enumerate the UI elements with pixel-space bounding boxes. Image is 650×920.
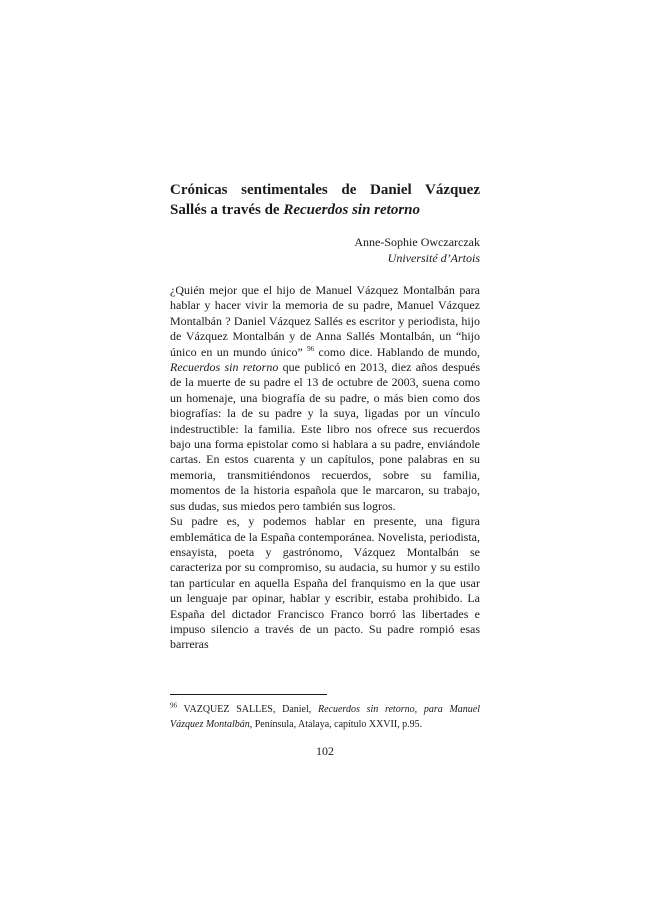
footnote-reference[interactable]: 96	[307, 344, 315, 353]
paragraph-1-book-title: Recuerdos sin retorno	[170, 360, 279, 375]
article-page	[170, 180, 480, 653]
footnote-part-2: , Península, Atalaya, capítulo XXVII, p.95.	[249, 719, 423, 730]
author-block	[170, 234, 480, 266]
paragraph-2: Su padre es, y podemos hablar en presente, una figura emblemática de la España contemporánea. Novelista, periodista, ensayista, poeta y gastrónomo, Vázquez Montalbán se caracteriza por su compromiso, su audacia, su humor y su estilo tan particular en aquella España del franquismo en la que usar un lenguaje par opinar, hablar y escribir, estaba prohibido. La España del dictador Francisco Franco borró las libertades e impuso silencio a través de un pacto. Su padre rompió esas barreras	[170, 514, 480, 652]
title-line-1: Crónicas sentimentales de Daniel Vázquez	[170, 182, 480, 198]
paragraph-1-part-3: que publicó en 2013, diez años después de la muerte de su padre el 13 de octubre de 2003, suena como un homenaje, una biografía de su padre, o más bien como dos biografías: la de su padre y la suya, ligadas por un vínculo indestructible: la familia. Este libro nos ofrece sus recuerdos bajo una forma epistolar como si hablara a su padre, enviándole cartas. En estos cuarenta y un capítulos, pone palabras en su memoria, transmitiéndonos recuerdos, sobre su familia, momentos de la historia española que le marcaron, su trabajo, sus dudas, sus miedos pero también sus logros.	[170, 360, 480, 513]
title-line-2-prefix: Sallés a través de	[170, 202, 284, 218]
body-text	[170, 283, 480, 653]
paragraph-1-part-2: como dice. Hablando de mundo,	[314, 344, 480, 359]
title-book-name: Recuerdos sin retorno	[283, 202, 421, 218]
paragraph-1	[170, 283, 480, 514]
footnote-divider	[170, 694, 327, 695]
author-name: Anne-Sophie Owczarczak	[354, 235, 480, 249]
author-affiliation: Université d’Artois	[387, 251, 480, 265]
footnote-number: 96	[170, 701, 177, 710]
article-title	[170, 180, 480, 220]
footnote	[170, 702, 480, 732]
footnote-part-1: VAZQUEZ SALLES, Daniel,	[177, 704, 318, 715]
paragraph-1-part-1: ¿Quién mejor que el hijo de Manuel Vázquez Montalbán para hablar y hacer vivir la memoria de su padre, Manuel Vázquez Montalbán ? Daniel Vázquez Sallés es escritor y periodista, hijo de Vázquez Montalbán y de Anna Sallés Montalbán, un “hijo único en un mundo único”	[170, 283, 480, 359]
footnote-book-title: Recuerdos sin retorno, para Manuel Vázquez Montalbán	[170, 704, 480, 730]
page-number: 102	[316, 744, 334, 758]
